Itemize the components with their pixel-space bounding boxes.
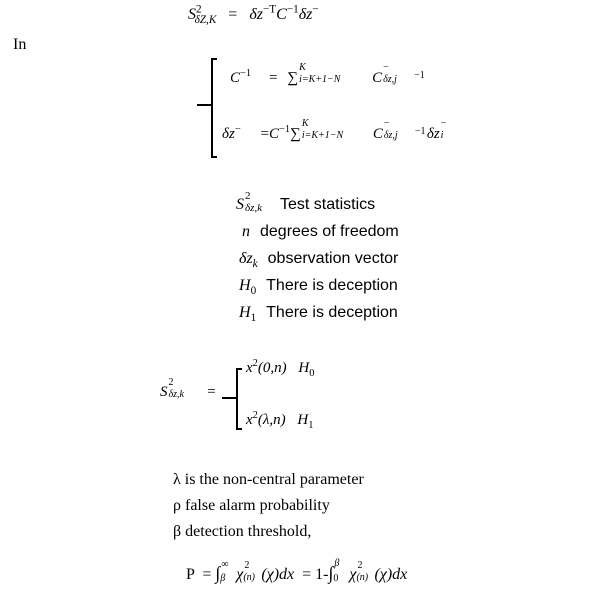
case1-x: x [246,360,253,376]
definition-item [236,277,399,304]
row1-sum-sup: K [299,62,306,73]
case1-hyp: H [298,360,310,376]
def-symbol-sub: 0 [250,285,257,298]
row1-sum: ∑ [287,70,299,86]
param-rho: ρ false alarm probability [173,497,330,514]
row2-equals: = [260,126,269,142]
chi-2: χ [349,566,357,583]
def-symbol: S [236,196,244,213]
distribution-case-1 [246,360,315,377]
integral-2-sub: 0 [333,573,339,584]
test-statistic-formula [188,3,319,27]
def-text: Test statistics [280,196,376,213]
one-minus: 1- [315,566,329,583]
integral-1-sub: β [220,573,226,584]
param-beta: β detection threshold, [173,523,312,540]
case2-hyp: H [297,412,309,428]
row1-equals: = [268,70,278,86]
chi-2-arg: (χ)dx [374,566,408,583]
definition-item [236,250,399,277]
row2-tail-sup: − [440,118,447,129]
definition-item [236,190,399,223]
dz-minus: δz [222,126,235,142]
row2-c-term-sup: − [383,118,390,129]
chi-2-sup: 2 [357,560,363,571]
c-term: C [276,6,287,23]
row2-c-term: C [372,126,383,142]
def-symbol: δz [239,250,253,267]
c-inverse: C [230,70,241,86]
def-text: observation vector [267,250,399,267]
c-sup: −1 [286,3,299,16]
chi-2-sub: (n) [356,572,369,583]
dist-equals: = [207,384,216,400]
p-symbol: P [186,566,195,583]
row2-c-term-sub-sup: −1 [414,126,426,137]
integral-1: ∫ [215,563,221,583]
case2-args: (λ,n) [257,412,286,428]
equals-2: = [302,566,312,583]
def-symbol-sup: 2 [245,190,251,202]
row2-sum-sub: i=K+1−N [301,130,344,141]
system-brace [197,58,217,158]
definition-item [236,223,399,250]
row2-c-term-sub: δz,j [383,130,398,141]
row2-sum: ∑ [290,126,301,142]
def-symbol-sub: δz,k [245,202,263,214]
system-row-1 [230,62,430,87]
integral-2: ∫ [328,563,334,583]
def-symbol-sub: k [252,258,258,271]
probability-formula [186,558,408,584]
row2-tail-dz: δz [426,126,440,142]
dz-minus-sup: − [234,124,241,135]
s-sup: 2 [196,3,202,16]
c-inverse-sup: −1 [240,68,252,79]
params-list [173,467,364,545]
row2-c: C [268,126,279,142]
definitions-list [236,190,399,331]
def-text: There is deception [266,277,398,294]
dist-s-sup: 2 [168,377,174,388]
dist-s: S [160,384,168,400]
row1-c-term-sup: − [383,62,389,73]
s-symbol: S [188,6,196,23]
case1-hyp-sub: 0 [309,368,315,379]
def-symbol: n [242,223,250,240]
integral-2-sup: β [334,558,340,569]
def-text: degrees of freedom [260,223,399,240]
case1-sup: 2 [252,358,258,369]
in-label: In [13,36,27,53]
row1-sum-sub: i=K+1−N [299,74,341,85]
row1-c-term-sub: δz,j [383,74,397,85]
chi-1-arg: (χ)dx [261,566,295,583]
def-symbol: H [239,277,251,294]
distribution-case-2 [246,412,314,429]
dz-term-2: δz [298,6,313,23]
distribution-lhs [160,377,216,401]
s-sub: δZ,K [194,14,217,27]
chi-1-sup: 2 [244,560,250,571]
row2-tail-sub: i [440,130,444,141]
case2-hyp-sub: 1 [308,420,314,431]
def-symbol: H [239,304,251,321]
integral-1-sup: ∞ [221,559,229,570]
chi-1: χ [236,566,244,583]
case2-x: x [246,412,253,428]
row1-c-term: C [372,70,383,86]
dz-term: δz [249,6,263,23]
chi-1-sub: (n) [243,572,255,583]
case2-sup: 2 [252,410,258,421]
system-row-2 [222,118,450,143]
definition-item [236,304,399,331]
row1-c-term-sub-sup: −1 [414,70,425,81]
param-lambda: λ is the non-central parameter [173,471,364,488]
row2-c-sup: −1 [278,124,291,135]
dz-sup-2: − [312,3,319,16]
case1-args: (0,n) [257,360,287,376]
distribution-brace [222,368,242,430]
row2-sum-sup: K [301,118,309,129]
def-text: There is deception [266,304,398,321]
p-equals: = [202,566,212,583]
dz-sup: −T [262,3,277,16]
def-symbol-sub: 1 [250,312,257,325]
dist-s-sub: δz,k [168,389,184,400]
equals-sign: = [228,6,238,23]
